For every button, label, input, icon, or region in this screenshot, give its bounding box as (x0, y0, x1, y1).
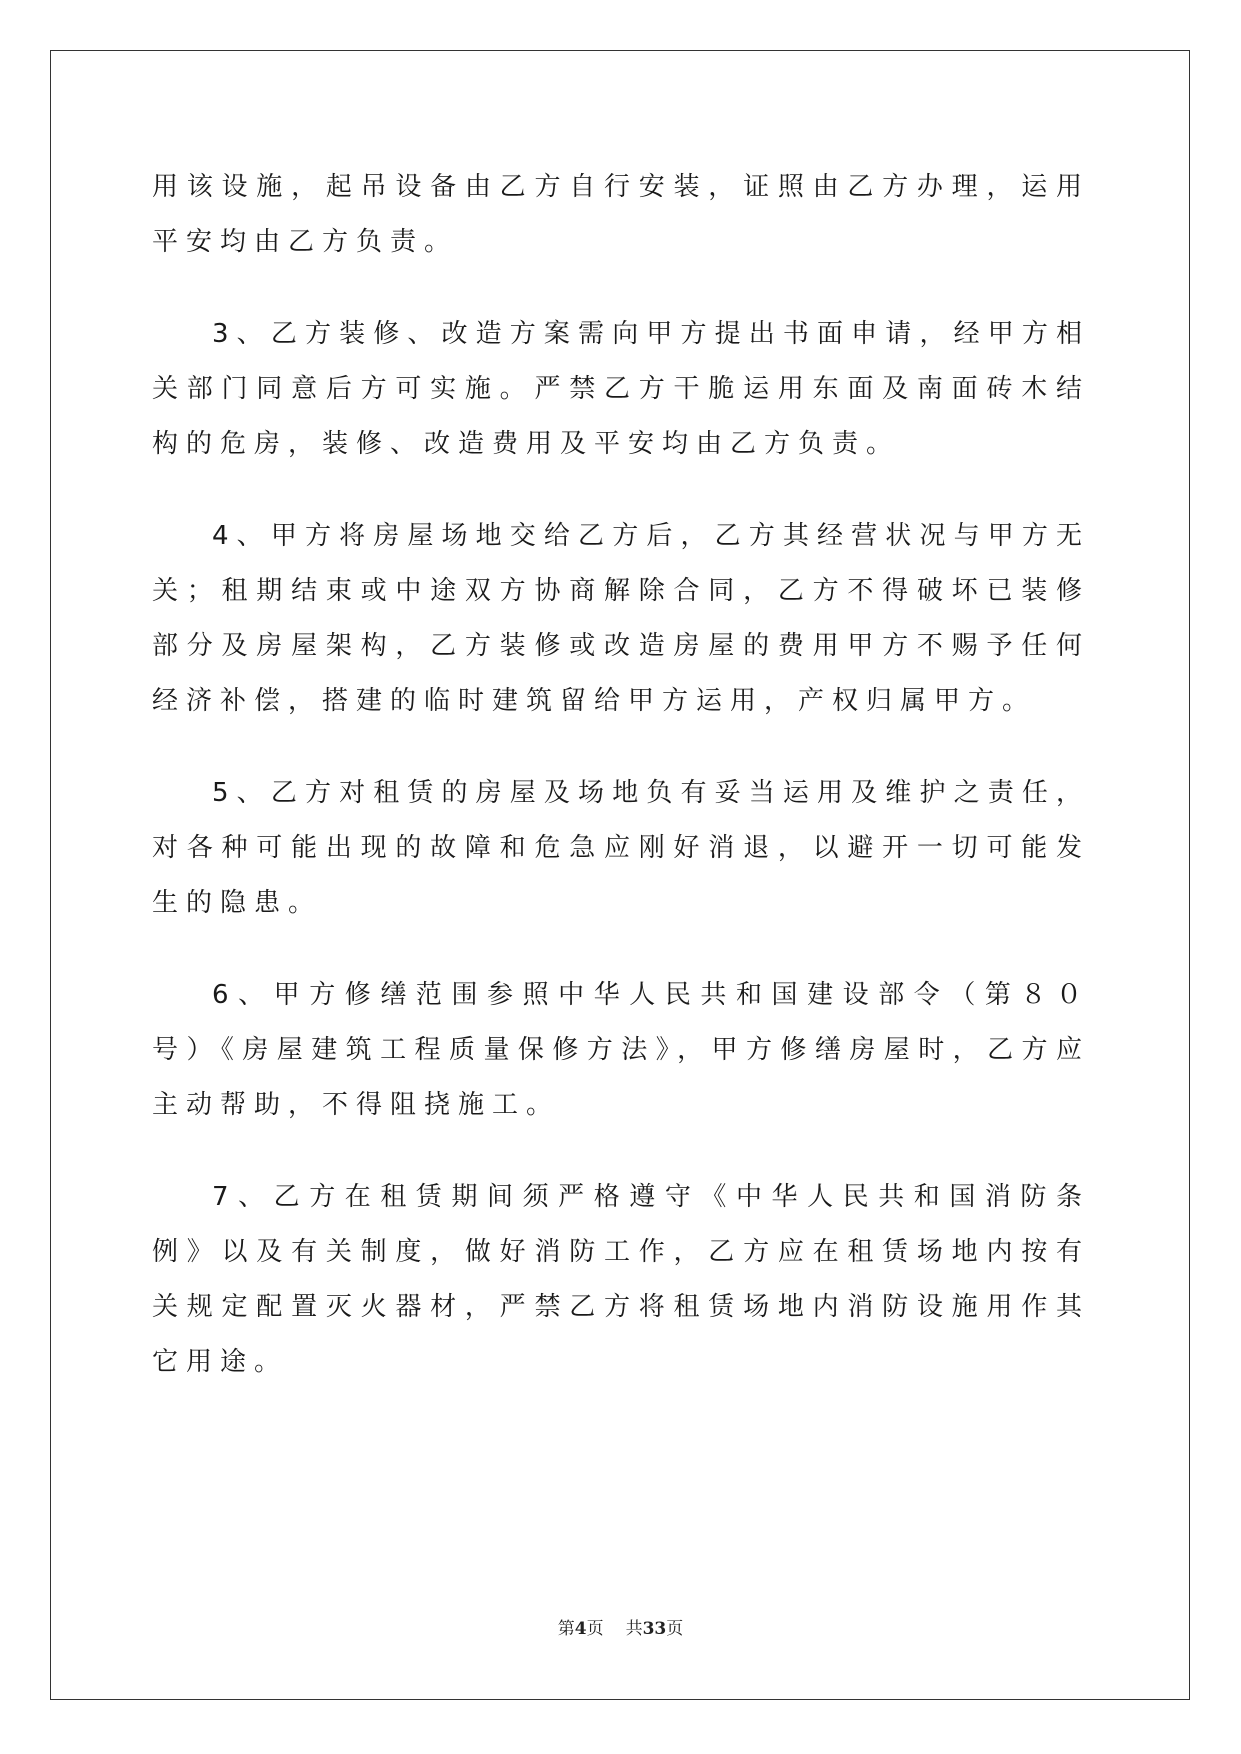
paragraph-clause-3: 3、乙方装修、改造方案需向甲方提出书面申请，经甲方相关部门同意后方可实施。严禁乙方干脆运用东面及南面砖木结构的危房，装修、改造费用及平安均由乙方负责。 (152, 319, 1090, 459)
document-body (152, 160, 1090, 1427)
page-suffix: 页 (586, 1619, 604, 1639)
page-footer (0, 1614, 1241, 1639)
paragraph-clause-5: 5、乙方对租赁的房屋及场地负有妥当运用及维护之责任，对各种可能出现的故障和危急应刚好消退，以避开一切可能发生的隐患。 (152, 778, 1090, 918)
total-prefix: 共 (625, 1619, 643, 1639)
total-suffix: 页 (666, 1619, 684, 1639)
total-pages: 33 (642, 1619, 667, 1639)
page-prefix: 第 (557, 1619, 575, 1639)
paragraph-clause-4: 4、甲方将房屋场地交给乙方后，乙方其经营状况与甲方无关；租期结束或中途双方协商解除合同，乙方不得破坏已装修部分及房屋架构，乙方装修或改造房屋的费用甲方不赐予任何经济补偿，搭建的临时建筑留给甲方运用，产权归属甲方。 (152, 521, 1090, 716)
paragraph-continuation: 用该设施，起吊设备由乙方自行安装，证照由乙方办理，运用平安均由乙方负责。 (152, 172, 1090, 257)
page-number: 4 (574, 1619, 587, 1639)
paragraph-clause-6: 6、甲方修缮范围参照中华人民共和国建设部令（第８０号）《房屋建筑工程质量保修方法》，甲方修缮房屋时，乙方应主动帮助，不得阻挠施工。 (152, 980, 1090, 1120)
paragraph-clause-7: 7、乙方在租赁期间须严格遵守《中华人民共和国消防条例》以及有关制度，做好消防工作，乙方应在租赁场地内按有关规定配置灭火器材，严禁乙方将租赁场地内消防设施用作其它用途。 (152, 1182, 1090, 1377)
